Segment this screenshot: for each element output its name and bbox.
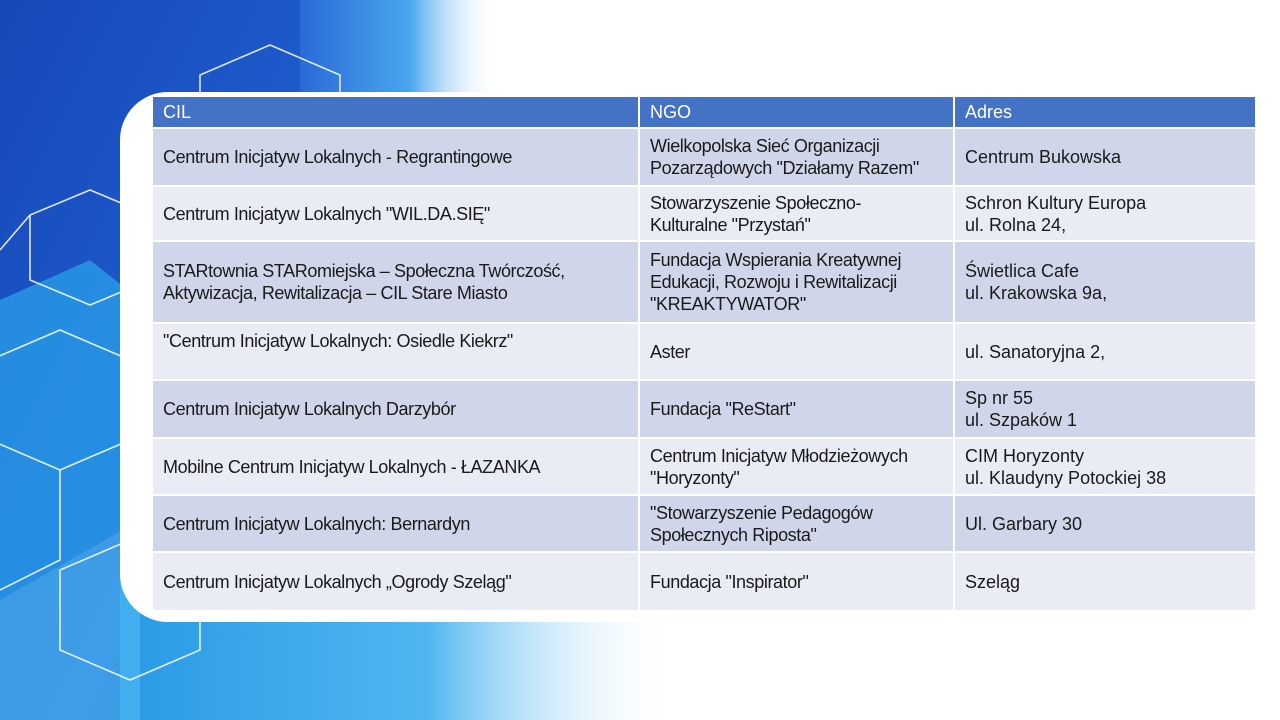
header-adres: Adres [954,97,1255,128]
cell-adres [954,241,1255,323]
cell-adres-text: Sp nr 55 ul. Szpaków 1 [965,388,1078,430]
cell-cil [153,495,639,552]
cell-ngo-text: Wielkopolska Sieć Organizacji Pozarządowych "Działamy Razem" [650,136,919,178]
cell-ngo [639,128,954,186]
cell-ngo-text: Fundacja "Inspirator" [650,571,809,592]
cil-table [153,97,1255,610]
cell-cil-text: STARtownia STARomiejska – Społeczna Twórczość, Aktywizacja, Rewitalizacja – CIL Stare Miasto [163,261,565,303]
cell-cil [153,552,639,610]
cell-cil-text: Centrum Inicjatyw Lokalnych: Bernardyn [163,513,470,534]
header-cil: CIL [153,97,639,128]
cell-ngo [639,323,954,380]
cell-adres [954,128,1255,186]
table-row [153,380,1255,438]
cell-cil [153,241,639,323]
cell-adres [954,186,1255,241]
cell-ngo [639,552,954,610]
cell-cil [153,380,639,438]
cell-cil-text: Centrum Inicjatyw Lokalnych „Ogrody Szeląg" [163,571,512,592]
cell-ngo-text: Aster [650,341,691,362]
cell-ngo [639,380,954,438]
cell-adres [954,552,1255,610]
cell-ngo-text: Fundacja Wspierania Kreatywnej Edukacji, Rozwoju i Rewitalizacji "KREAKTYWATOR" [650,250,902,314]
header-ngo: NGO [639,97,954,128]
table-row [153,323,1255,380]
cell-adres-text: Ul. Garbary 30 [965,513,1083,534]
table-row [153,552,1255,610]
cell-cil [153,438,639,495]
cell-ngo-text: Fundacja "ReStart" [650,399,796,419]
table-row [153,438,1255,495]
table-row [153,241,1255,323]
table-row [153,186,1255,241]
cell-adres [954,380,1255,438]
cell-adres [954,323,1255,380]
cell-ngo-text: Centrum Inicjatyw Młodzieżowych "Horyzonty" [650,445,908,488]
cell-adres [954,438,1255,495]
cell-adres [954,495,1255,552]
cell-cil-text: "Centrum Inicjatyw Lokalnych: Osiedle Kiekrz" [163,331,513,351]
cell-adres-text: ul. Sanatoryjna 2, [965,341,1106,362]
cell-adres-text: Centrum Bukowska [965,147,1122,167]
cell-ngo [639,438,954,495]
cell-ngo [639,495,954,552]
table-row [153,128,1255,186]
cell-adres-text: CIM Horyzonty ul. Klaudyny Potockiej 38 [965,445,1167,488]
cell-cil-text: Centrum Inicjatyw Lokalnych - Regrantingowe [163,147,512,167]
cell-cil-text: Centrum Inicjatyw Lokalnych Darzybór [163,399,456,419]
cell-adres-text: Świetlica Cafe ul. Krakowska 9a, [965,261,1108,303]
table-row [153,495,1255,552]
table-header-row [153,97,1255,128]
cell-ngo [639,186,954,241]
cell-cil-text: Mobilne Centrum Inicjatyw Lokalnych - ŁAZANKA [163,456,541,477]
cell-cil-text: Centrum Inicjatyw Lokalnych "WIL.DA.SIĘ" [163,203,490,224]
cell-ngo-text: "Stowarzyszenie Pedagogów Społecznych Riposta" [650,502,873,545]
cil-table-container [153,97,1255,610]
cell-cil [153,323,639,380]
cell-ngo-text: Stowarzyszenie Społeczno- Kulturalne "Przystań" [650,192,862,235]
cell-adres-text: Schron Kultury Europa ul. Rolna 24, [965,192,1147,235]
cell-adres-text: Szeląg [965,571,1021,592]
cell-cil [153,128,639,186]
cell-ngo [639,241,954,323]
cell-cil [153,186,639,241]
